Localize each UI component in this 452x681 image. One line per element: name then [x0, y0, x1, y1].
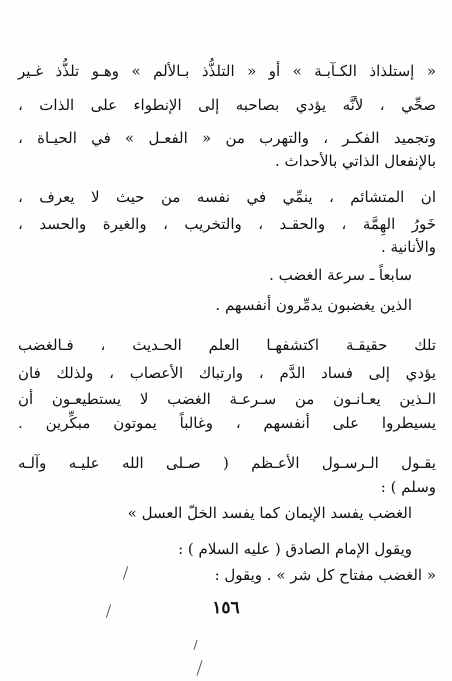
- paragraph-4-line-2: يؤدي إلى فساد الدَّم ، وارتباك الأعصاب ، ولذلك فان: [18, 364, 436, 382]
- paragraph-6: ويقول الإمام الصادق ( عليه السلام ) :: [178, 540, 412, 558]
- quote-2: « الغضب مفتاح كل شر » . ويقول :: [214, 566, 436, 584]
- paragraph-4-line-3: الـذين يعـانـون من سـرعـة الغضب لا يستطيعـون أن: [18, 390, 436, 408]
- quote-1: الغضب يفسد الإيمان كما يفسد الخلّ العسل »: [127, 504, 412, 522]
- paragraph-1-line-3: وتجميد الفكـر ، والتهرب من « الفعـل » في الحيـاة ،: [18, 129, 436, 147]
- page-number: ١٥٦: [212, 598, 240, 618]
- paragraph-5-line-2: وسلم ) :: [380, 478, 436, 496]
- paragraph-1-line-1: « إستلذاذ الكـآبـة » أو « التلذُّذ بـالألم » وهـو تلذُّذ غـير: [18, 62, 436, 80]
- paragraph-4-line-4: يسيطروا على أنفسهم ، وغالباً يموتون مبكِّرين .: [18, 414, 436, 432]
- paragraph-3: الذين يغضبون يدمِّرون أنفسهم .: [215, 296, 412, 314]
- pen-mark: [197, 660, 203, 676]
- pen-mark: [193, 640, 197, 650]
- paragraph-5-line-1: يقـول الـرسـول الأعـظم ( صـلى الله عليـه وآلـه: [18, 454, 436, 472]
- section-heading: سابعاً ـ سرعة الغضب .: [269, 266, 412, 284]
- paragraph-4-line-1: تلك حقيقـة اكتشفهـا العلم الحـديث ، فـالغضب: [18, 336, 436, 354]
- paragraph-2-line-3: والأنانية .: [381, 238, 436, 256]
- pen-mark: [123, 566, 128, 580]
- paragraph-2-line-2: خَورُ الهِمَّة ، والحقـد ، والتخريب ، والغيرة والحسد ،: [18, 215, 436, 233]
- paragraph-2-line-1: ان المتشائم ، ينمِّي في نفسه من حيث لا يعرف ،: [18, 188, 436, 206]
- paragraph-1-line-4: بالإنفعال الذاتي بالأحداث .: [274, 152, 436, 170]
- paragraph-1-line-2: صحِّي ، لأنَّه يؤدي بصاحبه إلى الإنطواء على الذات ،: [18, 96, 436, 114]
